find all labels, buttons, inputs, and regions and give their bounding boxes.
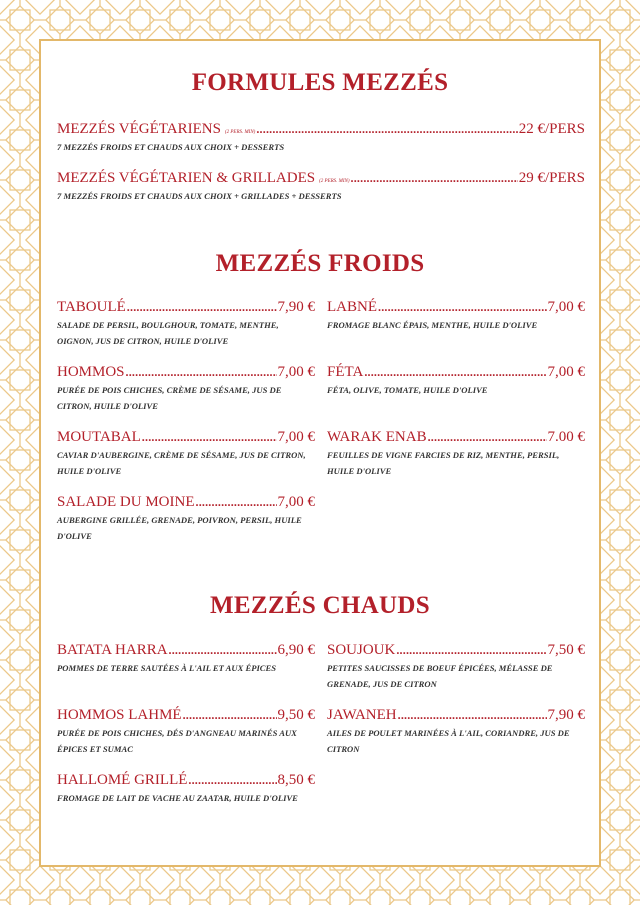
dot-leader bbox=[364, 364, 546, 381]
item-price: 8,50 € bbox=[277, 772, 315, 788]
menu-item bbox=[327, 707, 585, 757]
menu-item-header bbox=[327, 707, 585, 724]
dot-leader bbox=[428, 429, 547, 446]
section-title-formules: FORMULES MEZZÉS bbox=[191, 69, 449, 96]
item-description: PURÉE DE POIS CHICHES, DÉS D'ANGNEAU MARINÉS AUX ÉPICES ET SUMAC bbox=[57, 728, 297, 754]
item-description: CAVIAR D'AUBERGINE, CRÈME DE SÉSAME, JUS DE CITRON, HUILE D'OLIVE bbox=[57, 450, 306, 476]
item-price: 7,00 € bbox=[547, 364, 585, 380]
item-price: 7,90 € bbox=[277, 299, 315, 315]
dot-leader bbox=[396, 642, 546, 659]
item-name: HOMMOS LAHMÉ bbox=[57, 707, 182, 723]
item-price: 9,50 € bbox=[277, 707, 315, 723]
section-title-chauds: MEZZÉS CHAUDS bbox=[210, 592, 430, 619]
dot-leader bbox=[126, 364, 277, 381]
item-description: PETITES SAUCISSES DE BOEUF ÉPICÉES, MÉLASSE DE GRENADE, JUS DE CITRON bbox=[327, 663, 553, 689]
item-note: (2 PERS. MIN) bbox=[319, 179, 350, 184]
menu-item bbox=[57, 364, 315, 414]
item-description: PURÉE DE POIS CHICHES, CRÈME DE SÉSAME, JUS DE CITRON, HUILE D'OLIVE bbox=[57, 385, 282, 411]
menu-item-header bbox=[57, 170, 585, 187]
item-name: JAWANEH bbox=[327, 707, 397, 723]
menu-item bbox=[327, 299, 585, 333]
item-price: 6,90 € bbox=[277, 642, 315, 658]
item-price: 7,00 € bbox=[547, 299, 585, 315]
item-description: AUBERGINE GRILLÉE, GRENADE, POIVRON, PERSIL, HUILE D'OLIVE bbox=[57, 515, 302, 541]
item-description: FROMAGE DE LAIT DE VACHE AU ZAATAR, HUILE D'OLIVE bbox=[57, 793, 298, 803]
menu-item-header bbox=[327, 429, 585, 446]
menu-item-header bbox=[327, 642, 585, 659]
menu-item bbox=[57, 170, 585, 204]
item-price: 7.00 € bbox=[547, 429, 585, 445]
dot-leader bbox=[196, 494, 277, 511]
item-price: 7,00 € bbox=[277, 429, 315, 445]
item-price: 29 €/PERS bbox=[518, 170, 585, 186]
item-name: HALLOMÉ GRILLÉ bbox=[57, 772, 188, 788]
menu-item-header bbox=[57, 299, 315, 316]
item-name: MEZZÉS VÉGÉTARIEN & GRILLADES bbox=[57, 170, 316, 186]
menu-item bbox=[57, 707, 315, 757]
dot-leader bbox=[188, 772, 276, 789]
item-price: 7,00 € bbox=[277, 494, 315, 510]
item-description: FROMAGE BLANC ÉPAIS, MENTHE, HUILE D'OLIVE bbox=[327, 320, 538, 330]
menu-item-header bbox=[57, 772, 315, 789]
item-name: WARAK ENAB bbox=[327, 429, 427, 445]
dot-leader bbox=[351, 170, 518, 187]
item-price: 7,00 € bbox=[277, 364, 315, 380]
item-description: FEUILLES DE VIGNE FARCIES DE RIZ, MENTHE, PERSIL, HUILE D'OLIVE bbox=[327, 450, 560, 476]
menu-item bbox=[57, 299, 315, 349]
item-description: POMMES DE TERRE SAUTÉES À L'AIL ET AUX ÉPICES bbox=[57, 663, 277, 673]
item-description: 7 MEZZÉS FROIDS ET CHAUDS AUX CHOIX + DESSERTS bbox=[57, 142, 285, 152]
section-title-froids: MEZZÉS FROIDS bbox=[215, 250, 425, 277]
menu-item bbox=[327, 364, 585, 398]
menu-item bbox=[57, 121, 585, 155]
dot-leader bbox=[256, 121, 517, 138]
item-name: LABNÉ bbox=[327, 299, 377, 315]
menu-item bbox=[57, 642, 315, 676]
dot-leader bbox=[169, 642, 277, 659]
menu-item bbox=[327, 429, 585, 479]
item-name: SALADE DU MOINE bbox=[57, 494, 195, 510]
dot-leader bbox=[183, 707, 277, 724]
item-note: (2 PERS. MIN) bbox=[224, 130, 256, 135]
menu-item-header bbox=[57, 364, 315, 381]
menu-item bbox=[57, 772, 315, 806]
menu-item-header bbox=[57, 707, 315, 724]
item-name: TABOULÉ bbox=[57, 299, 126, 315]
item-description: SALADE DE PERSIL, BOULGHOUR, TOMATE, MENTHE, OIGNON, JUS DE CITRON, HUILE D'OLIVE bbox=[57, 320, 279, 346]
dot-leader bbox=[398, 707, 547, 724]
menu-item-header bbox=[57, 121, 585, 138]
item-name: MEZZÉS VÉGÉTARIENS bbox=[57, 121, 221, 137]
menu-item bbox=[327, 642, 585, 692]
menu-item-header bbox=[57, 494, 315, 511]
item-description: FÉTA, OLIVE, TOMATE, HUILE D'OLIVE bbox=[327, 385, 488, 395]
item-name: MOUTABAL bbox=[57, 429, 141, 445]
dot-leader bbox=[378, 299, 547, 316]
dot-leader bbox=[127, 299, 277, 316]
item-name: HOMMOS bbox=[57, 364, 125, 380]
menu-item-header bbox=[57, 429, 315, 446]
menu-item bbox=[57, 429, 315, 479]
item-price: 22 €/PERS bbox=[518, 121, 585, 137]
item-description: AILES DE POULET MARINÉES À L'AIL, CORIANDRE, JUS DE CITRON bbox=[327, 728, 570, 754]
menu-item-header bbox=[327, 299, 585, 316]
item-price: 7,90 € bbox=[547, 707, 585, 723]
item-name: BATATA HARRA bbox=[57, 642, 168, 658]
item-name: SOUJOUK bbox=[327, 642, 396, 658]
menu-item-header bbox=[327, 364, 585, 381]
item-description: 7 MEZZÉS FROIDS ET CHAUDS AUX CHOIX + GRILLADES + DESSERTS bbox=[57, 191, 342, 201]
dot-leader bbox=[142, 429, 277, 446]
menu-panel bbox=[39, 39, 601, 867]
menu-item bbox=[57, 494, 315, 544]
menu-item-header bbox=[57, 642, 315, 659]
item-name: FÉTA bbox=[327, 364, 364, 380]
item-price: 7,50 € bbox=[547, 642, 585, 658]
